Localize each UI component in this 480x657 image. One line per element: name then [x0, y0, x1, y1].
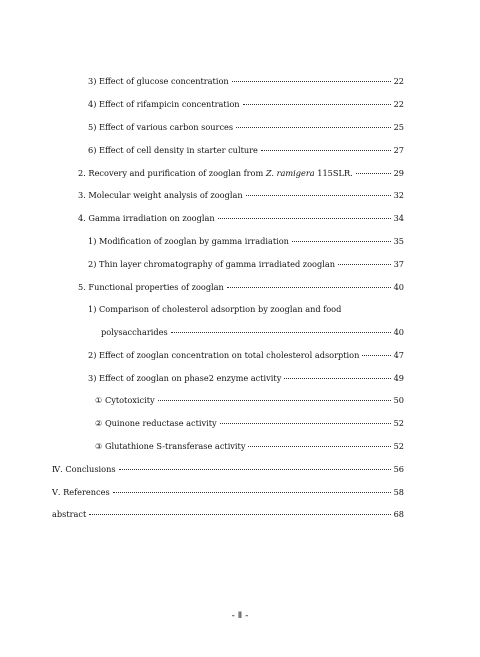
toc-leader-dots [243, 104, 391, 105]
toc-leader-dots [119, 469, 391, 470]
toc-entry-page: 68 [393, 509, 404, 519]
toc-entry-label: 2) Thin layer chromatography of gamma irradiated zooglan [88, 259, 335, 269]
toc-entry [78, 167, 404, 179]
toc-entry-label: ③ Glutathione S-transferase activity [95, 441, 246, 451]
toc-entry-page: 50 [393, 395, 404, 405]
page-number-footer: - Ⅱ - [231, 611, 249, 621]
toc-leader-dots [338, 264, 391, 265]
toc-leader-dots [171, 332, 391, 333]
toc-entry-label: 4. Gamma irradiation on zooglan [78, 213, 215, 223]
toc-entry [52, 508, 404, 520]
toc-entry-label: 6) Effect of cell density in starter culture [88, 145, 258, 155]
toc-entry-page: 34 [393, 213, 404, 223]
toc-entry-page: 56 [393, 464, 404, 474]
toc-leader-dots [292, 241, 391, 242]
toc-entry-label: 3) Effect of glucose concentration [88, 76, 229, 86]
toc-entry [95, 417, 404, 429]
toc-entry-label: Ⅳ. Conclusions [52, 464, 116, 474]
toc-entry-page: 29 [393, 168, 404, 178]
toc-entry-label: 5) Effect of various carbon sources [88, 122, 234, 132]
toc-entry [101, 326, 404, 338]
toc-entry-label: Ⅴ. References [52, 487, 110, 497]
toc-entry-label: 1) Modification of zooglan by gamma irradiation [88, 236, 289, 246]
toc-leader-dots [356, 173, 391, 174]
toc-entry [88, 144, 404, 156]
toc-leader-dots [246, 195, 391, 196]
toc-entry [78, 189, 404, 201]
toc-entry [88, 75, 404, 87]
toc-entry-label-suffix: 115SLR. [317, 168, 353, 178]
toc-leader-dots [89, 514, 390, 515]
toc-leader-dots [261, 150, 391, 151]
toc-entry-label: 3. Molecular weight analysis of zooglan [78, 190, 243, 200]
toc-entry-page: 25 [393, 122, 404, 132]
toc-entry [88, 258, 404, 270]
toc-entry [95, 394, 404, 406]
toc-entry-label: ② Quinone reductase activity [95, 418, 217, 428]
toc-leader-dots [113, 492, 391, 493]
toc-leader-dots [232, 81, 391, 82]
toc-entry-label-prefix: 2. Recovery and purification of zooglan from [78, 168, 264, 178]
toc-entry-page: 22 [393, 76, 404, 86]
toc-entry-page: 40 [393, 327, 404, 337]
toc-leader-dots [236, 127, 390, 128]
toc-entry-label: polysaccharides [101, 327, 168, 337]
toc-entry-label: 3) Effect of zooglan on phase2 enzyme activity [88, 373, 282, 383]
toc-entry-page: 37 [393, 259, 404, 269]
toc-entry [88, 98, 404, 110]
toc-entry-label-species: Z. ramigera [265, 168, 315, 178]
toc-entry-label [78, 167, 353, 179]
toc-entry [88, 303, 404, 315]
toc-entry-page: 52 [393, 418, 404, 428]
toc-entry-page: 32 [393, 190, 404, 200]
toc-entry-label: abstract [52, 509, 87, 519]
toc-leader-dots [158, 400, 391, 401]
toc-entry-label: 5. Functional properties of zooglan [78, 282, 224, 292]
toc-entry-page: 27 [393, 145, 404, 155]
toc-leader-dots [220, 423, 391, 424]
toc-entry-label: 1) Comparison of cholesterol adsorption by zooglan and food [88, 304, 342, 314]
toc-entry [88, 235, 404, 247]
toc-entry-label: 2) Effect of zooglan concentration on total cholesterol adsorption [88, 350, 360, 360]
toc-entry-label: 4) Effect of rifampicin concentration [88, 99, 240, 109]
toc-entry-page: 35 [393, 236, 404, 246]
toc-entry-page: 40 [393, 282, 404, 292]
toc-entry-page: 47 [393, 350, 404, 360]
toc-leader-dots [218, 218, 391, 219]
toc-entry-page: 49 [393, 373, 404, 383]
toc-entry [52, 486, 404, 498]
toc-entry-label: ① Cytotoxicity [95, 395, 155, 405]
toc-entry [88, 349, 404, 361]
toc-entry-page: 58 [393, 487, 404, 497]
toc-entry-page: 52 [393, 441, 404, 451]
toc-entry [95, 440, 404, 452]
toc-entry [78, 281, 404, 293]
toc-entry [88, 121, 404, 133]
toc-leader-dots [227, 287, 391, 288]
toc-entry [52, 463, 404, 475]
toc-leader-dots [362, 355, 390, 356]
toc-leader-dots [248, 446, 390, 447]
toc-entry [78, 212, 404, 224]
toc-entry-page: 22 [393, 99, 404, 109]
toc-entry [88, 372, 404, 384]
toc-leader-dots [284, 378, 390, 379]
